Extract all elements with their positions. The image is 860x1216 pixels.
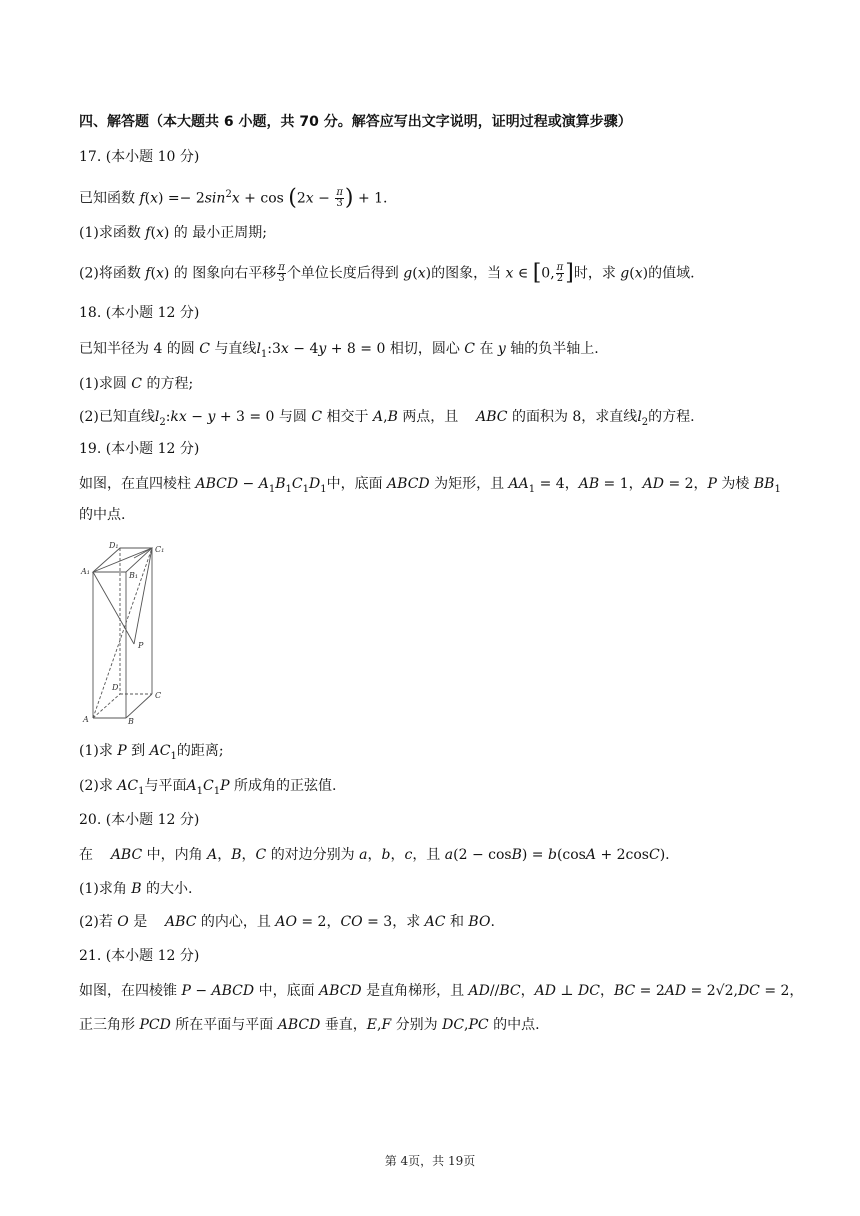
q17-intro: 已知函数 $f(x) =- 2\sin^2x + \cos (2x$ − $\frac{\pi}{3}$ ) + 1. (79, 185, 388, 211)
q18-intro: 已知半径为 4 的圆 C 与直线$l_1:3x - 4y + 8 = 0$ 相切，圆心 C 在 y 轴的负半轴上. (79, 341, 599, 360)
q21-line2: 正三角形 PCD 所在平面与平面 ABCD 垂直，E,F 分别为 DC,PC 的中点. (79, 1017, 540, 1033)
q20-part2: (2)若 O 是 ABC 的内心，且 AO = 2，CO = 3，求 AC 和 BO. (79, 914, 495, 930)
q20-intro: 在 ABC 中，内角 A，B，C 的对边分别为 a，b，c，且 a(2 − cosB) = b(cosA + 2cosC). (79, 847, 670, 863)
svg-text:C₁: C₁ (155, 545, 165, 554)
q17-header: 17. (本小题 10 分) (79, 149, 200, 165)
svg-text:D₁: D₁ (109, 541, 119, 550)
svg-text:D: D (112, 683, 119, 692)
q18-part1: (1)求圆 C 的方程; (79, 376, 194, 392)
prism-figure (79, 540, 169, 725)
page-footer: 第 4页，共 19页 (384, 1154, 476, 1168)
q19-part2: (2)求 $AC_1$与平面$A_1C_1P$ 所成角的正弦值. (79, 778, 337, 797)
svg-text:B: B (128, 717, 134, 725)
q21-intro: 如图，在四棱锥 P − ABCD 中，底面 ABCD 是直角梯形，且 AD//BC，AD ⊥ DC，BC = 2AD = 2√2,DC = 2， (79, 983, 804, 999)
svg-text:A: A (83, 715, 89, 724)
q20-header: 20. (本小题 12 分) (79, 812, 200, 828)
q19-intro: 如图，在直四棱柱 ABCD − $A_1B_1C_1D_1$中，底面 ABCD 为矩形，且 $AA_1 = 4$，AB = 1，AD = 2，P 为棱 $BB_1$ (79, 476, 781, 495)
q18-header: 18. (本小题 12 分) (79, 305, 200, 321)
q18-part2: (2)已知直线$l_2:kx - y + 3 = 0$ 与圆 C 相交于 A,B 两点，且 ABC 的面积为 8，求直线$l_2$的方程. (79, 409, 695, 428)
section-title: 四、解答题（本大题共 6 小题，共 70 分。解答应写出文字说明，证明过程或演算步骤） (79, 114, 632, 130)
svg-text:B₁: B₁ (129, 571, 139, 580)
q20-part1: (1)求角 B 的大小. (79, 881, 193, 897)
q17-part2: (2)将函数 f(x) 的 图象向右平移 $\frac{\pi}{3}$ 个单位长度后得到 g(x)的图象，当 x ∈ [0, $\frac{\pi}{2}$ ]时，求 g(x)的值域. (79, 260, 695, 286)
q19-header: 19. (本小题 12 分) (79, 441, 200, 457)
q17-part1: (1)求函数 f(x) 的 最小正周期; (79, 225, 267, 241)
q21-header: 21. (本小题 12 分) (79, 948, 200, 964)
svg-text:P: P (138, 641, 144, 650)
svg-text:C: C (155, 691, 162, 700)
svg-text:A₁: A₁ (81, 567, 90, 576)
q19-part1: (1)求 P 到 $AC_1$的距离; (79, 743, 224, 762)
q19-intro-line2: 的中点. (79, 507, 126, 523)
